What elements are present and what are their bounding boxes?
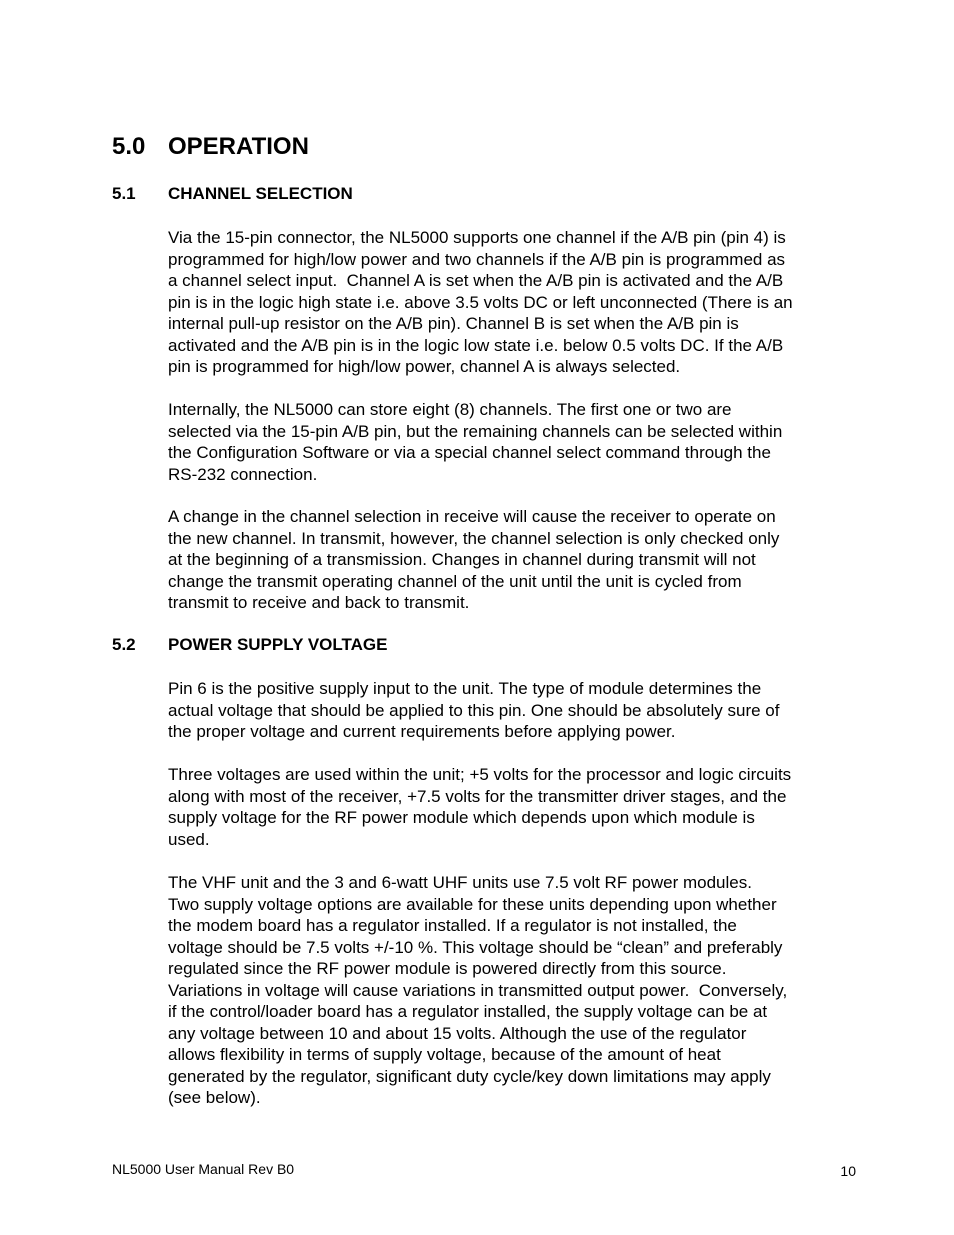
- text-line: regulated since the RF power module is powered directly from this source.: [168, 959, 727, 978]
- subsection-heading: [112, 183, 353, 205]
- text-line: Via the 15-pin connector, the NL5000 supports one channel if the A/B pin (pin 4) is: [168, 228, 786, 247]
- text-line: activated and the A/B pin is in the logic low state i.e. below 0.5 volts DC. If the A/B: [168, 335, 784, 355]
- section-title: OPERATION: [168, 133, 309, 160]
- subsection-title: CHANNEL SELECTION: [168, 184, 353, 203]
- subsection-heading: [112, 634, 387, 656]
- paragraph: [168, 506, 858, 614]
- paragraph: [168, 678, 858, 743]
- section-number: 5.0: [112, 133, 146, 160]
- paragraph: [168, 872, 858, 1109]
- text-line: along with most of the receiver, +7.5 volts for the transmitter driver stages, and the: [168, 786, 787, 806]
- paragraph: [168, 764, 858, 850]
- text-line: the proper voltage and current requirements before applying power.: [168, 722, 676, 741]
- text-line: pin is programmed for high/low power, channel A is always selected.: [168, 357, 681, 376]
- subsection-title: POWER SUPPLY VOLTAGE: [168, 635, 388, 654]
- text-line: Three voltages are used within the unit; +5 volts for the processor and logic circuits: [168, 765, 792, 784]
- text-line: any voltage between 10 and about 15 volts. Although the use of the regulator: [168, 1023, 747, 1043]
- text-line: supply voltage for the RF power module which depends upon which module is: [168, 808, 755, 827]
- text-line: the modem board has a regulator installed. If a regulator is not installed, the: [168, 916, 737, 935]
- text-line: a channel select input. Channel A is set when the A/B pin is activated and the A/B: [168, 271, 784, 290]
- subsection-number: 5.2: [112, 635, 136, 654]
- text-line: Variations in voltage will cause variations in transmitted output power. Conversely,: [168, 980, 788, 1000]
- text-line: at the beginning of a transmission. Changes in channel during transmit will not: [168, 550, 756, 569]
- text-line: used.: [168, 829, 210, 849]
- text-line: change the transmit operating channel of the unit until the unit is cycled from: [168, 571, 742, 591]
- text-line: internal pull-up resistor on the A/B pin). Channel B is set when the A/B pin is: [168, 314, 739, 333]
- text-line: the new channel. In transmit, however, the channel selection is only checked only: [168, 528, 780, 548]
- text-line: Two supply voltage options are available for these units depending upon whether: [168, 894, 777, 914]
- text-line: The VHF unit and the 3 and 6-watt UHF units use 7.5 volt RF power modules.: [168, 873, 752, 892]
- text-line: generated by the regulator, significant duty cycle/key down limitations may apply: [168, 1066, 771, 1086]
- text-line: pin is in the logic high state i.e. above 3.5 volts DC or left unconnected (There is an: [168, 292, 793, 312]
- text-line: if the control/loader board has a regulator installed, the supply voltage can be at: [168, 1002, 768, 1021]
- text-line: transmit to receive and back to transmit.: [168, 593, 470, 612]
- text-line: Pin 6 is the positive supply input to the unit. The type of module determines the: [168, 679, 762, 698]
- text-line: selected via the 15-pin A/B pin, but the remaining channels can be selected within: [168, 421, 783, 441]
- page-number: 10: [840, 1163, 856, 1179]
- section-heading: [112, 132, 309, 162]
- text-line: actual voltage that should be applied to this pin. One should be absolutely sure of: [168, 700, 780, 720]
- text-line: the Configuration Software or via a special channel select command through the: [168, 443, 771, 462]
- text-line: allows flexibility in terms of supply voltage, because of the amount of heat: [168, 1045, 721, 1064]
- paragraph: [168, 227, 858, 378]
- text-line: voltage should be 7.5 volts +/-10 %. This voltage should be “clean” and preferably: [168, 937, 783, 957]
- text-line: RS-232 connection.: [168, 464, 318, 484]
- text-line: Internally, the NL5000 can store eight (8) channels. The first one or two are: [168, 400, 732, 419]
- subsection-number: 5.1: [112, 184, 136, 203]
- text-line: A change in the channel selection in receive will cause the receiver to operate on: [168, 507, 776, 526]
- text-line: programmed for high/low power and two channels if the A/B pin is programmed as: [168, 249, 786, 269]
- paragraph: [168, 399, 858, 485]
- footer-manual-title: NL5000 User Manual Rev B0: [112, 1161, 295, 1177]
- text-line: (see below).: [168, 1088, 261, 1107]
